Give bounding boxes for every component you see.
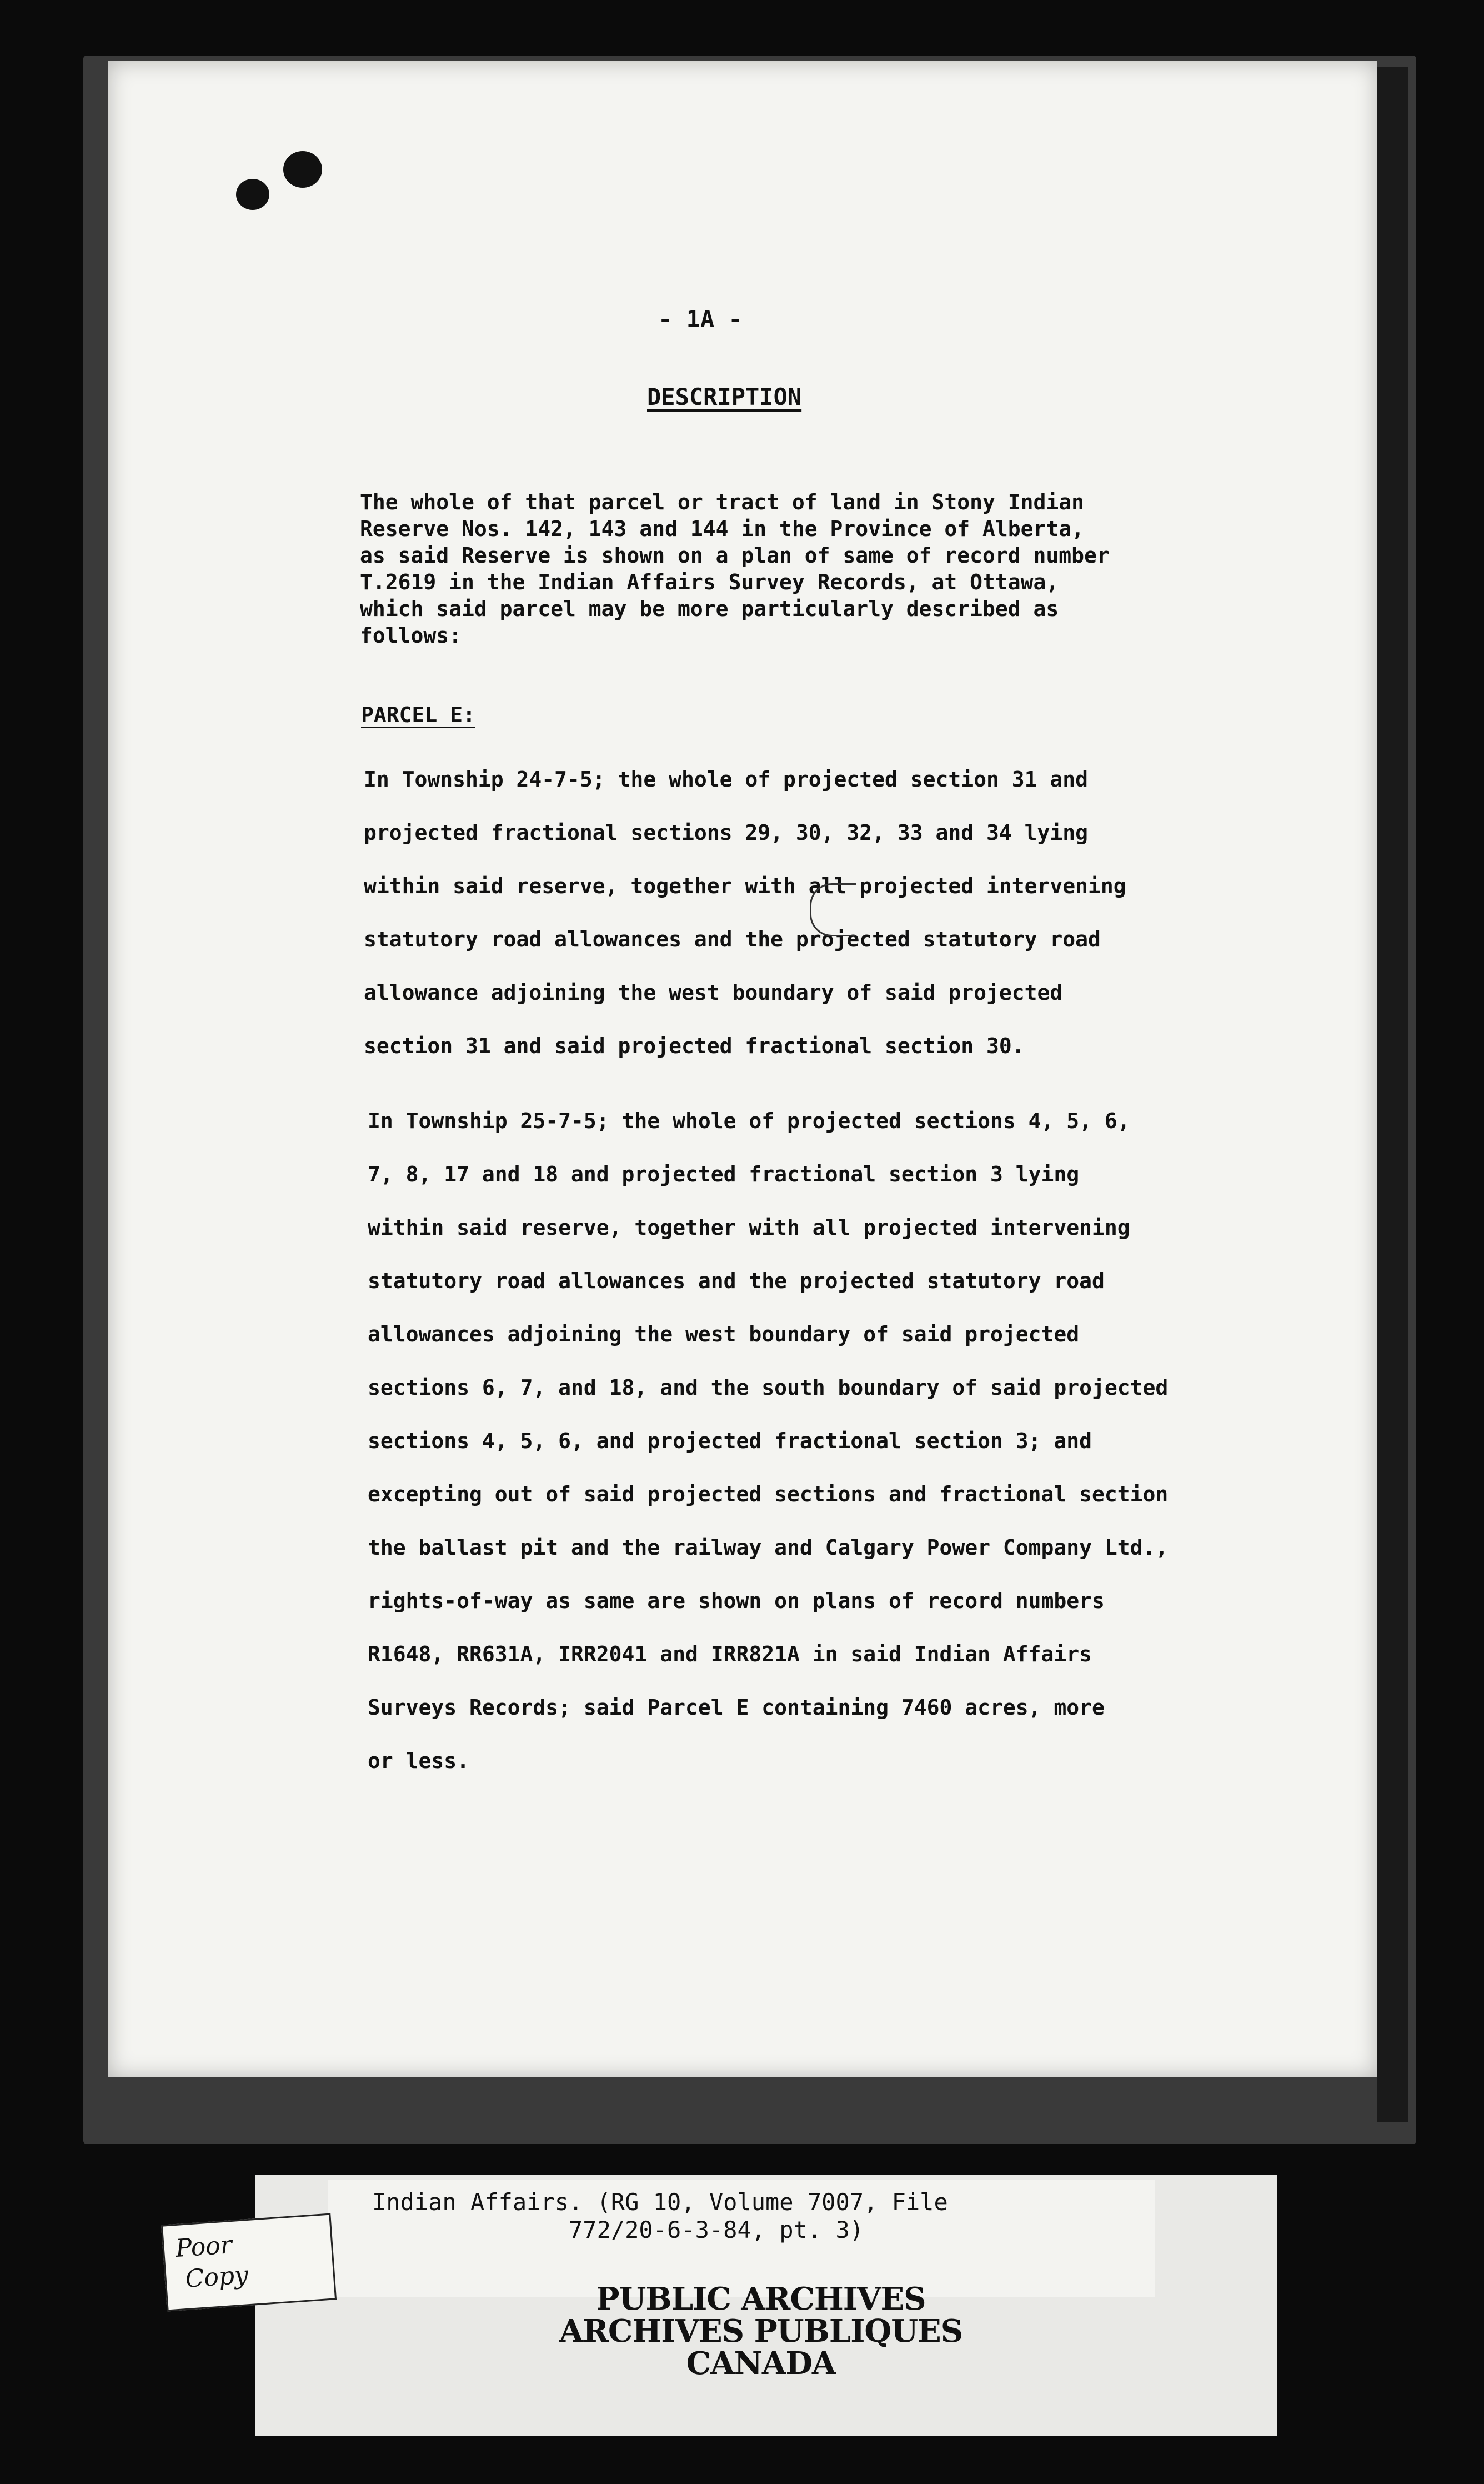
intro-line: Reserve Nos. 142, 143 and 144 in the Province of Alberta, <box>360 517 1085 541</box>
township-25-paragraph <box>368 1094 1168 1787</box>
paragraph-line: In Township 24-7-5; the whole of projected section 31 and <box>364 767 1089 792</box>
paragraph-line: or less. <box>368 1749 470 1773</box>
poor-copy-tag <box>161 2213 337 2312</box>
poor-copy-line: Copy <box>177 2261 249 2294</box>
paragraph-line: rights-of-way as same are shown on plans of record numbers <box>368 1589 1105 1613</box>
intro-line: T.2619 in the Indian Affairs Survey Records, at Ottawa, <box>360 570 1059 594</box>
page-number: - 1A - <box>658 306 743 333</box>
parcel-label: PARCEL E: <box>361 703 475 727</box>
intro-line: The whole of that parcel or tract of land in Stony Indian <box>360 490 1085 514</box>
paragraph-line: projected fractional sections 29, 30, 32, 33 and 34 lying <box>364 820 1089 845</box>
intro-line: as said Reserve is shown on a plan of same of record number <box>360 543 1110 568</box>
paragraph-line: R1648, RR631A, IRR2041 and IRR821A in said Indian Affairs <box>368 1642 1092 1666</box>
paragraph-line: the ballast pit and the railway and Calgary Power Company Ltd., <box>368 1535 1169 1560</box>
paragraph-line: allowance adjoining the west boundary of said projected <box>364 980 1063 1005</box>
poor-copy-text <box>174 2228 249 2296</box>
intro-line: which said parcel may be more particularly described as <box>360 597 1059 621</box>
archive-reference-text <box>372 2188 948 2244</box>
paragraph-line: statutory road allowances and the projected statutory road <box>368 1269 1105 1293</box>
intro-paragraph <box>360 489 1110 649</box>
paragraph-line: allowances adjoining the west boundary of said projected <box>368 1322 1080 1346</box>
public-archives-stamp <box>550 2283 972 2380</box>
pencil-annotation-mark <box>810 883 856 936</box>
township-24-paragraph <box>364 753 1126 1073</box>
paragraph-line: In Township 25-7-5; the whole of projected sections 4, 5, 6, <box>368 1109 1130 1133</box>
paragraph-line: sections 6, 7, and 18, and the south boundary of said projected <box>368 1375 1169 1400</box>
intro-line: follows: <box>360 623 462 648</box>
paragraph-line: Surveys Records; said Parcel E containing 7460 acres, more <box>368 1695 1105 1720</box>
punch-hole-mark <box>283 151 322 188</box>
paragraph-line: statutory road allowances and the projected statutory road <box>364 927 1101 951</box>
punch-hole-mark <box>236 179 269 210</box>
archive-reference-line: 772/20-6-3-84, pt. 3) <box>372 2216 864 2243</box>
paragraph-line: 7, 8, 17 and 18 and projected fractional section 3 lying <box>368 1162 1080 1186</box>
poor-copy-line: Poor <box>174 2231 233 2263</box>
page-shadow-edge <box>1377 67 1408 2122</box>
stamp-line: CANADA <box>686 2345 836 2382</box>
stamp-line: ARCHIVES PUBLIQUES <box>559 2313 963 2350</box>
paragraph-line: excepting out of said projected sections and fractional section <box>368 1482 1169 1506</box>
stamp-line: PUBLIC ARCHIVES <box>596 2281 926 2317</box>
paragraph-line: within said reserve, together with all projected intervening <box>368 1215 1130 1240</box>
paragraph-line: sections 4, 5, 6, and projected fractional section 3; and <box>368 1429 1092 1453</box>
paragraph-line: within said reserve, together with all projected intervening <box>364 874 1126 898</box>
paragraph-line: section 31 and said projected fractional section 30. <box>364 1034 1025 1058</box>
document-heading: DESCRIPTION <box>647 383 802 410</box>
archive-reference-line: Indian Affairs. (RG 10, Volume 7007, File <box>372 2188 948 2216</box>
